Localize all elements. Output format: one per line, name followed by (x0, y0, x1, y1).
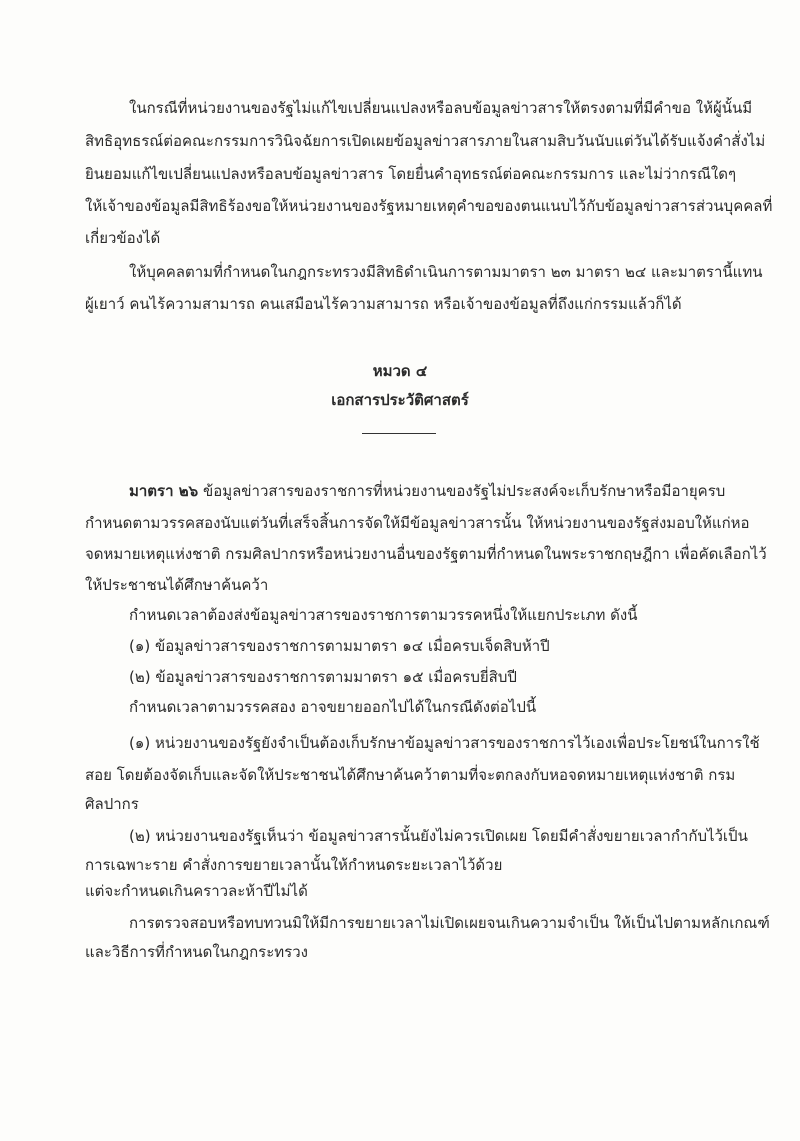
section-line: แต่จะกำหนดเกินคราวละห้าปีไม่ได้ (85, 882, 308, 900)
chapter-number: หมวด ๔ (372, 362, 428, 380)
section-line: กำหนดตามวรรคสองนับแต่วันที่เสร็จสิ้นการจัดให้มีข้อมูลข่าวสารนั้น ให้หน่วยงานของรัฐส่งมอบให้แก่หอ (85, 514, 750, 532)
paragraph-line: ให้บุคคลตามที่กำหนดในกฎกระทรวงมีสิทธิดำเนินการตามมาตรา ๒๓ มาตรา ๒๔ และมาตรานี้แทน (129, 263, 763, 281)
section-line: การตรวจสอบหรือทบทวนมิให้มีการขยายเวลาไม่เปิดเผยจนเกินความจำเป็น ให้เป็นไปตามหลักเกณฑ์ (129, 914, 770, 932)
section-line: จดหมายเหตุแห่งชาติ กรมศิลปากรหรือหน่วยงานอื่นของรัฐตามที่กำหนดในพระราชกฤษฎีกา เพื่อคัดเลือกไว้ (85, 545, 767, 563)
divider (362, 433, 436, 434)
section-line: ศิลปากร (85, 795, 139, 813)
section-line: การเฉพาะราย คำสั่งการขยายเวลานั้นให้กำหนดระยะเวลาไว้ด้วย (85, 856, 503, 874)
section-line: (๒) หน่วยงานของรัฐเห็นว่า ข้อมูลข่าวสารนั้นยังไม่ควรเปิดเผย โดยมีคำสั่งขยายเวลากำกับไว้เป็น (129, 827, 748, 845)
paragraph-line: ยินยอมแก้ไขเปลี่ยนแปลงหรือลบข้อมูลข่าวสาร โดยยื่นคำอุทธรณ์ต่อคณะกรรมการ และไม่ว่ากรณีใดๆ (85, 165, 737, 183)
chapter-title: เอกสารประวัติศาสตร์ (331, 391, 469, 409)
section-label: มาตรา ๒๖ (129, 482, 199, 500)
section-line: (๒) ข้อมูลข่าวสารของราชการตามมาตรา ๑๕ เมื่อครบยี่สิบปี (129, 668, 517, 686)
section-line: ให้ประชาชนได้ศึกษาค้นคว้า (85, 576, 269, 594)
section-line: กำหนดเวลาต้องส่งข้อมูลข่าวสารของราชการตามวรรคหนึ่งให้แยกประเภท ดังนี้ (129, 606, 638, 624)
paragraph-line: สิทธิอุทธรณ์ต่อคณะกรรมการวินิจฉัยการเปิดเผยข้อมูลข่าวสารภายในสามสิบวันนับแต่วันได้รับแจ้งคำสั่งไม่ (85, 132, 766, 150)
section-first-line (129, 481, 725, 501)
section-line: (๑) ข้อมูลข่าวสารของราชการตามมาตรา ๑๔ เมื่อครบเจ็ดสิบห้าปี (129, 637, 550, 655)
paragraph-line: เกี่ยวข้องได้ (85, 229, 161, 247)
paragraph-line: ให้เจ้าของข้อมูลมีสิทธิร้องขอให้หน่วยงานของรัฐหมายเหตุคำขอของตนแนบไว้กับข้อมูลข่าวสารส่วนบุคคลที่ (85, 197, 773, 215)
paragraph-line: ในกรณีที่หน่วยงานของรัฐไม่แก้ไขเปลี่ยนแปลงหรือลบข้อมูลข่าวสารให้ตรงตามที่มีคำขอ ให้ผู้นั้นมี (129, 99, 753, 117)
section-line: กำหนดเวลาตามวรรคสอง อาจขยายออกไปได้ในกรณีดังต่อไปนี้ (129, 698, 537, 716)
section-line: และวิธีการที่กำหนดในกฎกระทรวง (85, 943, 308, 961)
section-line: สอย โดยต้องจัดเก็บและจัดให้ประชาชนได้ศึกษาค้นคว้าตามที่จะตกลงกับหอจดหมายเหตุแห่งชาติ กรม (85, 766, 736, 784)
section-text: ข้อมูลข่าวสารของราชการที่หน่วยงานของรัฐไม่ประสงค์จะเก็บรักษาหรือมีอายุครบ (202, 482, 726, 500)
paragraph-line: ผู้เยาว์ คนไร้ความสามารถ คนเสมือนไร้ความสามารถ หรือเจ้าของข้อมูลที่ถึงแก่กรรมแล้วก็ได้ (85, 295, 682, 313)
section-line: (๑) หน่วยงานของรัฐยังจำเป็นต้องเก็บรักษาข้อมูลข่าวสารของราชการไว้เองเพื่อประโยชน์ในการใช้ (129, 734, 760, 752)
